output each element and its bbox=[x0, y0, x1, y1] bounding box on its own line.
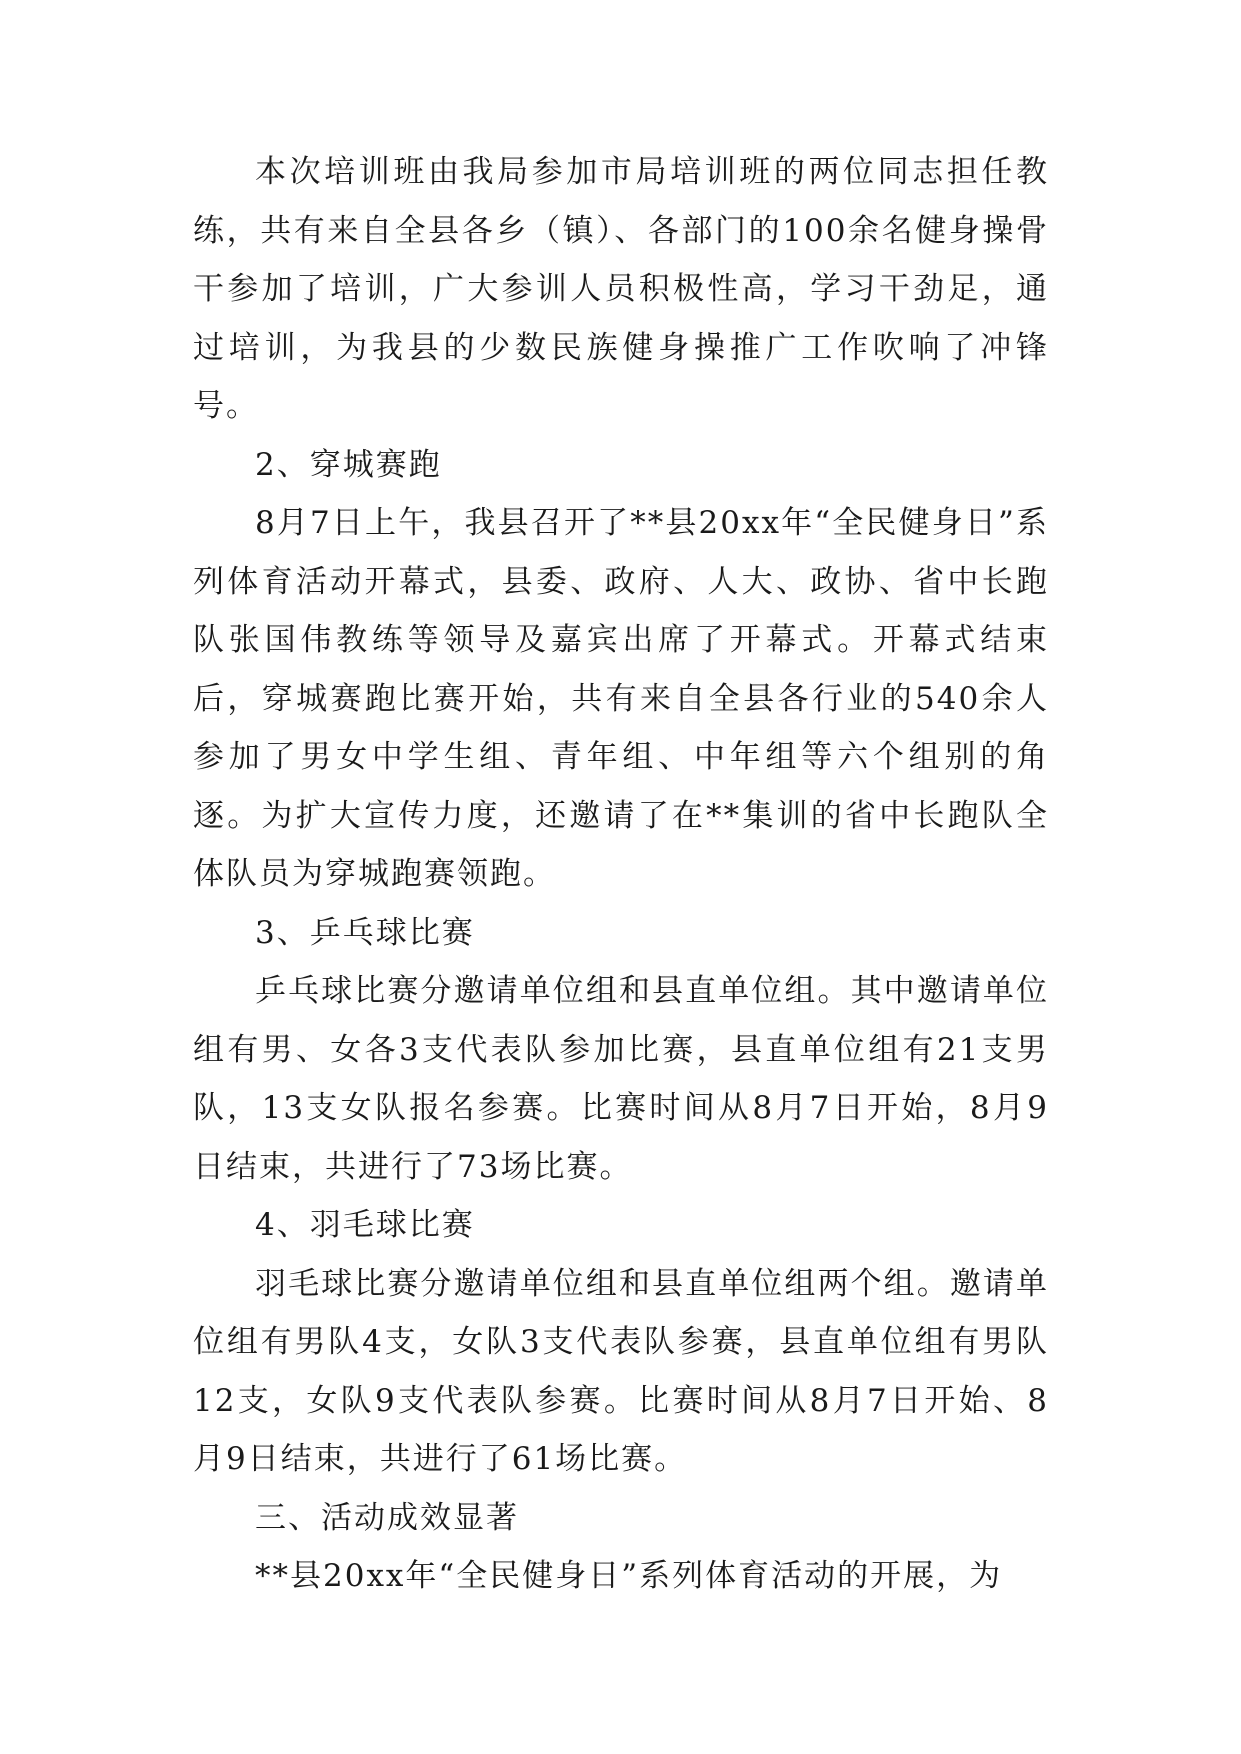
heading-badminton: 4、羽毛球比赛 bbox=[255, 1207, 475, 1243]
heading-results: 三、活动成效显著 bbox=[255, 1499, 519, 1536]
paragraph-city-run: 8月7日上午，我县召开了**县20xx年“全民健身日”系列体育活动开幕式，县委、政府、人大、政协、省中长跑队张国伟教练等领导及嘉宾出席了开幕式。开幕式结束后，穿城赛跑比赛开始，共有来自全县各行业的540余人参加了男女中学生组、青年组、中年组等六个组别的角逐。为扩大宣传力度，还邀请了在**集训的省中长跑队全体队员为穿城跑赛领跑。 bbox=[193, 505, 1049, 892]
document-body bbox=[193, 143, 1049, 1606]
paragraph-training-summary: 本次培训班由我局参加市局培训班的两位同志担任教练，共有来自全县各乡（镇）、各部门的100余名健身操骨干参加了培训，广大参训人员积极性高，学习干劲足，通过培训，为我县的少数民族健身操推广工作吹响了冲锋号。 bbox=[193, 154, 1049, 424]
heading-city-run: 2、穿城赛跑 bbox=[255, 446, 442, 483]
paragraph-table-tennis: 乒乓球比赛分邀请单位组和县直单位组。其中邀请单位组有男、女各3支代表队参加比赛，县直单位组有21支男队，13支女队报名参赛。比赛时间从8月7日开始，8月9日结束，共进行了73场比赛。 bbox=[193, 973, 1049, 1185]
paragraph-results: **县20xx年“全民健身日”系列体育活动的开展，为 bbox=[255, 1558, 1003, 1594]
paragraph-badminton: 羽毛球比赛分邀请单位组和县直单位组两个组。邀请单位组有男队4支，女队3支代表队参赛，县直单位组有男队12支，女队9支代表队参赛。比赛时间从8月7日开始、8月9日结束，共进行了61场比赛。 bbox=[193, 1265, 1049, 1477]
heading-table-tennis: 3、乒乓球比赛 bbox=[255, 914, 475, 951]
